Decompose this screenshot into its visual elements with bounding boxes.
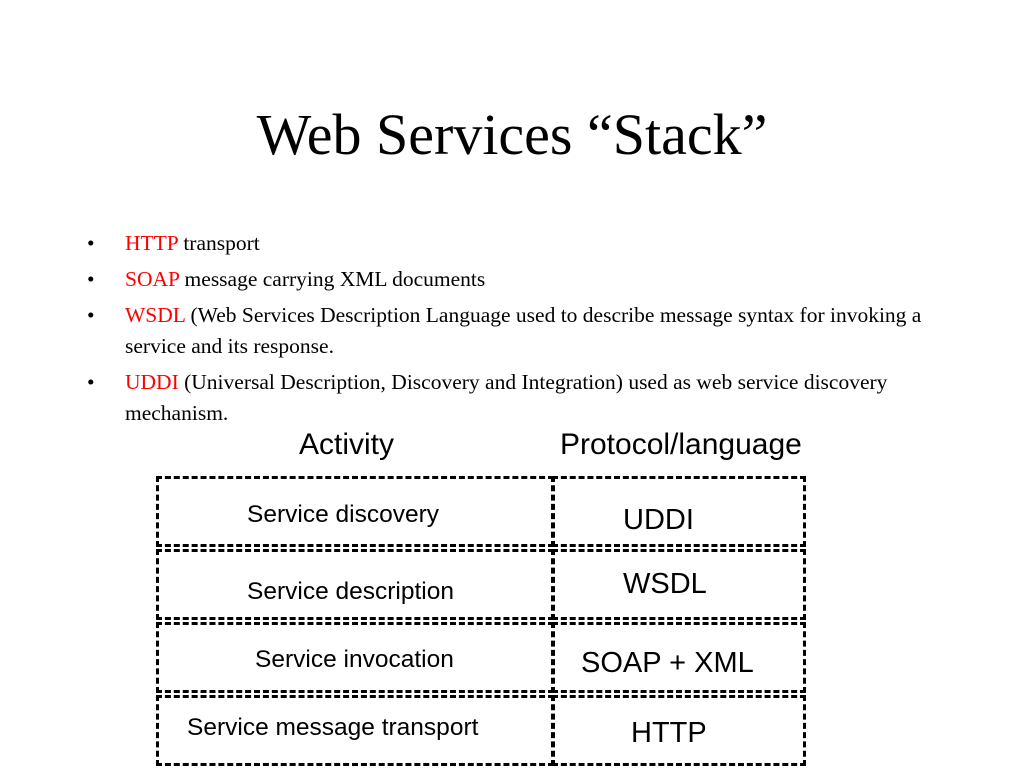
bullet-item-wsdl (84, 300, 944, 362)
bullet-item-soap (84, 264, 944, 295)
bullet-marker: • (87, 303, 95, 327)
activity-label: Service invocation (255, 646, 454, 673)
protocol-label: SOAP + XML (581, 647, 754, 679)
stack-row-transport (156, 695, 806, 766)
protocol-cell (552, 476, 806, 547)
bullet-item-uddi (84, 367, 944, 429)
web-services-stack-table (156, 476, 806, 768)
stack-row-description (156, 549, 806, 620)
protocol-label: UDDI (623, 504, 694, 536)
protocol-column-header: Protocol/language (560, 428, 802, 461)
bullet-list (84, 228, 944, 434)
activity-label: Service message transport (187, 714, 479, 741)
protocol-cell (552, 622, 806, 693)
bullet-term: HTTP (125, 231, 178, 255)
bullet-term: UDDI (125, 370, 179, 394)
protocol-cell (552, 549, 806, 620)
bullet-text: transport (177, 231, 260, 255)
activity-cell (156, 549, 554, 620)
activity-cell (156, 622, 554, 693)
protocol-label: WSDL (623, 568, 707, 600)
bullet-text: (Web Services Description Language used to describe message syntax for invoking a service and its response. (125, 303, 922, 358)
bullet-term: SOAP (125, 267, 180, 291)
bullet-item-http (84, 228, 944, 259)
stack-row-discovery (156, 476, 806, 547)
bullet-term: WSDL (125, 303, 186, 327)
activity-label: Service description (247, 578, 454, 605)
protocol-cell (552, 695, 806, 766)
slide-title: Web Services “Stack” (256, 102, 768, 167)
bullet-text: (Universal Description, Discovery and Integration) used as web service discovery mechanism. (125, 370, 888, 425)
protocol-label: HTTP (631, 717, 707, 749)
bullet-marker: • (87, 267, 95, 291)
bullet-marker: • (87, 231, 95, 255)
bullet-text: message carrying XML documents (179, 267, 486, 291)
activity-column-header: Activity (299, 428, 395, 461)
activity-label: Service discovery (247, 501, 439, 528)
stack-row-invocation (156, 622, 806, 693)
activity-cell (156, 476, 554, 547)
activity-cell (156, 695, 554, 766)
bullet-marker: • (87, 370, 95, 394)
